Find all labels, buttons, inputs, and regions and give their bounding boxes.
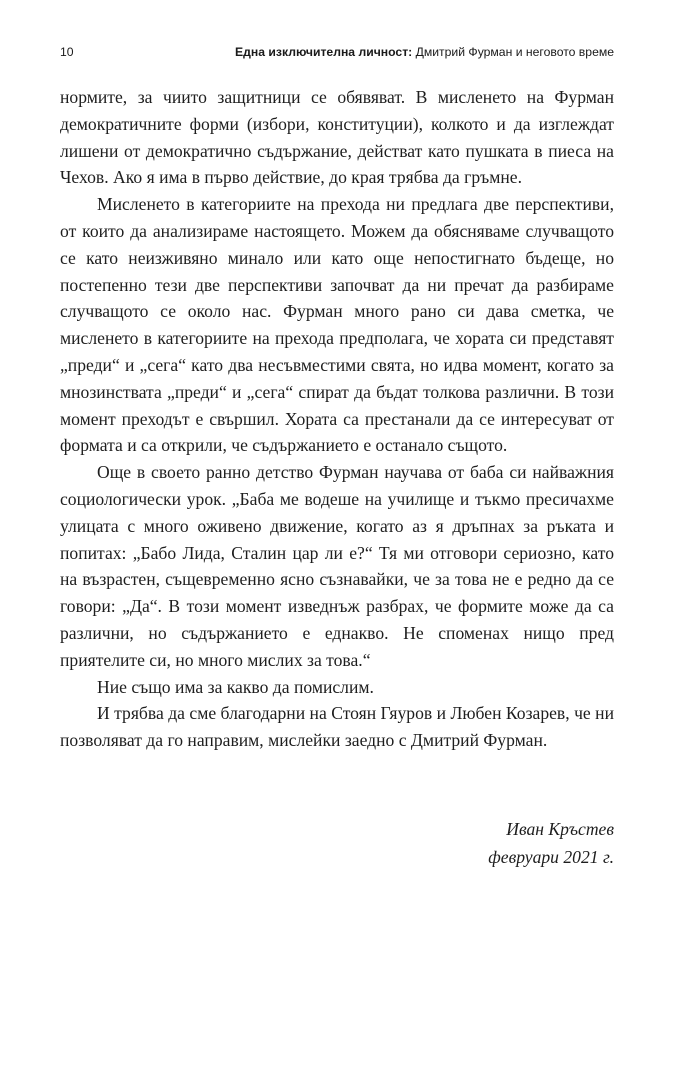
signature-author: Иван Кръстев bbox=[506, 819, 614, 839]
signature bbox=[488, 815, 614, 871]
body-text bbox=[60, 84, 614, 754]
paragraph-3: Още в своето ранно детство Фурман научава от баба си найважния социологически урок. „Баба ме водеше на училище и тъкмо пресичахме улицата с много оживено движение, когато аз я дръпнах за ръката и попитах: „Бабо Лида, Сталин цар ли е?“ Тя ми отговори сериозно, като на възрастен, същевременно ясно съзнавайки, че за това не е редно да се говори: „Да“. В този момент изведнъж разбрах, че формите може да са различни, но съдържанието е еднакво. Не споменах нищо пред приятелите си, но много мислих за това.“ bbox=[60, 462, 614, 670]
signature-date: февруари 2021 г. bbox=[488, 847, 614, 867]
page-number: 10 bbox=[60, 45, 74, 59]
paragraph-1: нормите, за чиито защитници се обявяват. В мисленето на Фурман демократичните форми (избори, конституции), колкото и да изглеждат лишени от демократично съдържание, действат като пушката в пиеса на Чехов. Ако я има в първо действие, до края трябва да гръмне. bbox=[60, 87, 614, 188]
paragraph-4: Ние също има за какво да помислим. bbox=[97, 676, 374, 697]
paragraph-5: И трябва да сме благодарни на Стоян Гяуров и Любен Козарев, че ни позволяват да го направим, мислейки заедно с Дмитрий Фурман. bbox=[60, 703, 614, 751]
book-subtitle: Дмитрий Фурман и неговото време bbox=[412, 45, 614, 59]
running-head-title bbox=[235, 45, 614, 59]
paragraph-2: Мисленето в категориите на прехода ни предлага две перспективи, от които да анализираме настоящето. Можем да обясняваме случващото се като неизживяно минало или като още непостигнато бъдеще, но постепенно тези две перспективи започват да ни пречат да разбираме случващото се около нас. Фурман много рано си дава сметка, че мисленето в категориите на прехода предполага, че хората си представят „преди“ и „сега“ като два несъвместими свята, но идва момент, когато за мнозинствата „преди“ и „сега“ спират да бъдат толкова различни. В този момент преходът е свършил. Хората са престанали да се интересуват от формата и са открили, че съдържанието е останало същото. bbox=[60, 194, 614, 456]
running-head bbox=[60, 45, 614, 63]
book-title: Една изключителна личност: bbox=[235, 45, 413, 59]
